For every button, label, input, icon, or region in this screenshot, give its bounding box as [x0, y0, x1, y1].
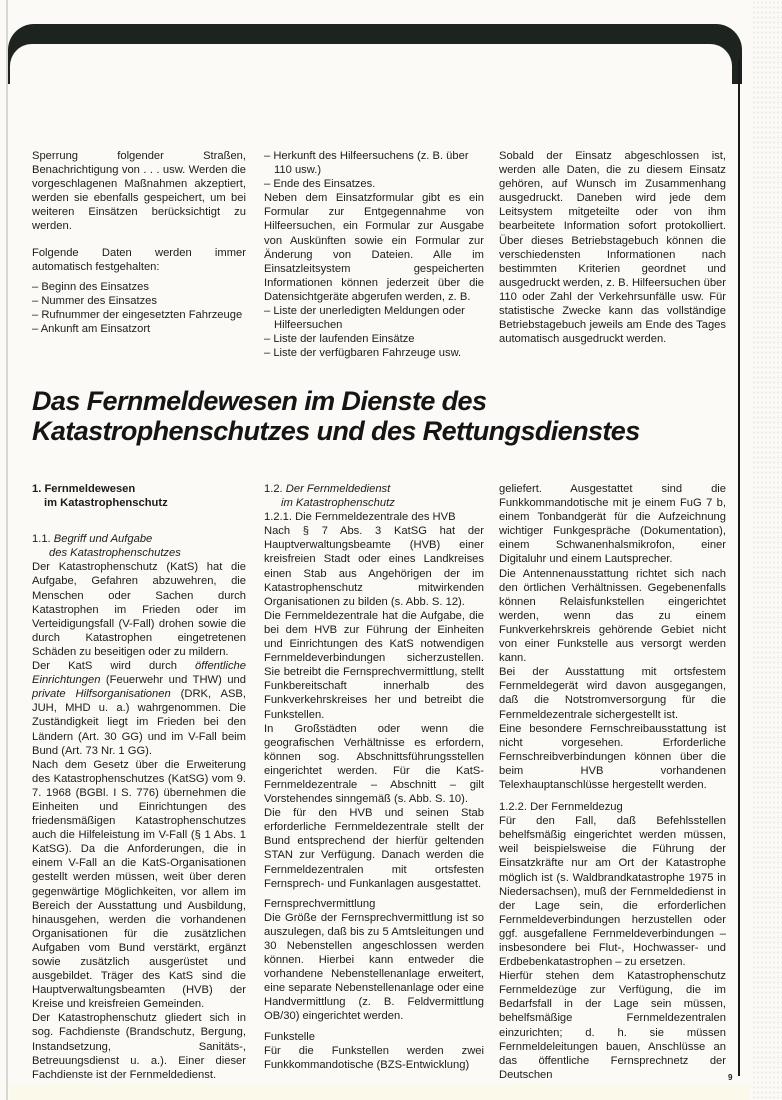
query-list [264, 304, 484, 360]
section-heading-line-2: im Katastrophenschutz [44, 497, 168, 510]
list-item: – Liste der laufenden Einsätze [264, 333, 415, 346]
paragraph: Für den Fall, daß Befehlsstellen behelfsmäßig eingerichtet werden müssen, weil beispielsweise die Führung der Einsatzkräfte nur am Ort der Katastrophe möglich ist (s. Waldbrandkatastrophe 1975 in Niedersachsen), muß der Fernmeldedienst in der Lage sein, die erforderlichen Fernmeldeverbindungen herzustellen oder ggf. ausgefallene Fernmeldeverbindungen – insbesondere bei Flut-, Hochwasser- und Erdbebenkatastrophen – zu ersetzen. [499, 815, 726, 969]
list-item: – Liste der unerledigten Meldungen oder Hilfeersuchen [264, 305, 465, 332]
paragraph: geliefert. Ausgestattet sind die Funkkommandotische mit je einem FuG 7 b, einem Tonbandgerät für die Aufzeichnung wichtiger Funkgespräche (Dokumentation), einem Schwanenhalsmikrofon, einer Digitaluhr und einem Lautsprecher. [499, 483, 726, 566]
run-in-heading: Fernsprechvermittlung [264, 897, 376, 910]
paragraph: Die Fernmeldezentrale hat die Aufgabe, die bei dem HVB zur Führung der Einheiten und Einrichtungen des KatS notwendigen Fernmeldeverbindungen sicherzustellen. Sie betreibt die Fernsprechvermittlung, stellt Funkbereitschaft innerhalb des Funkverkehrskreises her und betreibt die Funkstellen. [264, 609, 484, 721]
paragraph [32, 659, 246, 758]
section-heading [32, 482, 246, 510]
subsection-number: 1.1. [32, 533, 51, 546]
page-number: 9 [728, 1073, 733, 1082]
text-run: Der KatS wird durch [32, 660, 195, 673]
subsubsection-heading: 1.2.2. Der Fernmeldezug [499, 801, 623, 814]
paragraph: Hierfür stehen dem Katastrophenschutz Fernmeldezüge zur Verfügung, die im Bedarfsfall in der Lage sein müssen, behelfsmäßige Fernmeldezentralen einzurichten; d. h. sie müssen Fernmeldeleitungen bauen, Anschlüsse an das öffentliche Fernsprechnetz der Deutschen [499, 970, 726, 1081]
paragraph: Eine besondere Fernschreibausstattung ist nicht vorgesehen. Erforderliche Fernschreibverbindungen können über die beim HVB vorhandenen Telexhauptanschlüsse hergestellt werden. [499, 722, 726, 791]
list-item: – Ende des Einsatzes. [264, 178, 376, 191]
subsection-title-line-1: Begriff und Aufgabe [53, 533, 153, 546]
subsection-heading [264, 482, 484, 510]
paragraph: Neben dem Einsatzformular gibt es ein Formular zur Entgegennahme von Hilfeersuchen, ein Formular zur Ausgabe von Auskünften sowie ein Formular zur Änderung von Dateien. Alle im Einsatzleitsystem gespeicherten Informationen können jederzeit über die Datensichtgeräte abgerufen werden, z. B. [264, 192, 484, 303]
subsection-title-line-2: des Katastrophenschutzes [49, 547, 181, 560]
recorded-data-list [32, 280, 246, 336]
list-item: – Beginn des Einsatzes [32, 280, 149, 293]
page-bottom-tint [10, 1085, 750, 1100]
top-column-3 [499, 149, 726, 346]
subsection-title-line-2: im Katastrophenschutz [281, 497, 395, 510]
subsubsection-heading: 1.2.1. Die Fernmeldezentrale des HVB [264, 511, 456, 524]
paragraph: Der Katastrophenschutz gliedert sich in sog. Fachdienste (Brandschutz, Bergung, Instandsetzung, Sanitäts-, Betreuungsdienst u. a.). Einer dieser Fachdienste ist der Fernmeldedienst. [32, 1012, 246, 1081]
list-item: – Liste der verfügbaren Fahrzeuge usw. [264, 347, 462, 360]
section-heading-line-1: 1. Fernmeldewesen [32, 483, 136, 495]
list-item: – Herkunft des Hilfeersuchens (z. B. über 110 usw.) [264, 150, 469, 177]
paragraph: In Großstädten oder wenn die geografischen Verhältnisse es erfordern, können sog. Abschnittsführungsstellen eingerichtet werden. Für die KatS-Fernmeldezentrale – Abschnitt – gilt Vorstehendes sinngemäß (s. Abb. S. 10). [264, 722, 484, 806]
subsection-title-line-1: Der Fernmeldedienst [285, 483, 391, 495]
page-left-edge [6, 0, 8, 1100]
paragraph: Der Katastrophenschutz (KatS) hat die Aufgabe, Gefahren abzuwehren, die Menschen oder Sachen durch Katastrophen im Frieden oder im Verteidigungsfall (V-Fall) drohen sowie die durch Katastrophen eingetretenen Schäden zu beseitigen oder zu mildern. [32, 561, 246, 658]
list-item: – Rufnummer der eingesetzten Fahrzeuge [32, 308, 243, 321]
paragraph: Für die Funkstellen werden zwei Funkkommandotische (BZS-Entwicklung) [264, 1044, 484, 1071]
article-title-line-2: Katastrophenschutzes und des Rettungsdienstes [32, 416, 640, 446]
text-run-italic: öffentliche Einrichtungen [32, 660, 246, 687]
page-frame-right-rule [738, 60, 740, 1076]
paragraph: Folgende Daten werden immer automatisch festgehalten: [32, 246, 246, 273]
paragraph: Bei der Ausstattung mit ortsfestem Fernmeldegerät wird davon ausgegangen, daß die Notstromversorgung für die Fernmeldezentrale sichergestellt ist. [499, 666, 726, 721]
article-title [32, 386, 732, 446]
subsection-heading [32, 532, 246, 560]
text-run: (DRK, ASB, JUH, MHD u. a.) wahrgenommen. Die Zuständigkeit liegt im Frieden bei den Ländern (Art. 30 GG) und im V-Fall beim Bund (Art. 73 Nr. 1 GG). [32, 688, 246, 757]
top-column-2 [264, 149, 484, 360]
article-title-line-1: Das Fernmeldewesen im Dienste des [32, 386, 487, 416]
paragraph: Nach § 7 Abs. 3 KatSG hat der Hauptverwaltungsbeamte (HVB) einer kreisfreien Stadt oder eines Landkreises einen Stab aus Angehörigen der im Katastrophenschutz mitwirkenden Organisationen zu bilden (s. Abb. S. 12). [264, 525, 484, 608]
run-in-heading: Funkstelle [264, 1030, 315, 1043]
text-run-italic: private Hilfsorganisationen [32, 688, 171, 701]
paragraph: Sobald der Einsatz abgeschlossen ist, werden alle Daten, die zu diesem Einsatz gehören, auf Wunsch im Zusammenhang ausgedruckt. Daneben wird jede dem Leitsystem mitgeteilte oder von ihm bearbeitete Information sofort protokolliert. Über dieses Betriebstagebuch können die verschiedensten Informationen nach bestimmten Kriterien geordnet und ausgedruckt werden, z. B. Hilfeersuchen über 110 oder Zahl der Verkehrsunfälle usw. Für statistische Zwecke kann das vollständige Betriebstagebuch jeweils am Ende des Tages automatisch ausgedruckt werden. [499, 150, 726, 346]
list-item: – Nummer des Einsatzes [32, 294, 157, 307]
top-column-1 [32, 149, 246, 336]
article-column-1 [32, 482, 246, 1082]
article-column-3 [499, 482, 726, 1082]
subsection-number: 1.2. [264, 483, 283, 495]
text-run: (Feuerwehr und THW) und [100, 674, 246, 687]
paragraph: Sperrung folgender Straßen, Benachrichtigung von . . . usw. Werden die vorgeschlagenen Maßnahmen akzeptiert, werden sie ebenfalls gespeichert, um bei weiteren Einsätzen berücksichtigt zu werden. [32, 150, 246, 233]
paragraph: Die Größe der Fernsprechvermittlung ist so auszulegen, daß bis zu 5 Amtsleitungen und 30 Nebenstellen angeschlossen werden können. Hierbei kann entweder die vorhandene Nebenstellenanlage erweitert, eine separate Nebenstellenanlage oder eine Handvermittlung (z. B. Feldvermittlung OB/30) eingerichtet werden. [264, 911, 484, 1023]
paragraph: Nach dem Gesetz über die Erweiterung des Katastrophenschutzes (KatSG) vom 9. 7. 1968 (BGBl. I S. 776) übernehmen die Einheiten und Einrichtungen des friedensmäßigen Katastrophenschutzes auch die Hilfeleistung im V-Fall (§ 1 Abs. 1 KatSG). Da die Anforderungen, die in einem V-Fall an die KatS-Organisationen gestellt werden müssen, weit über deren gegenwärtige Möglichkeiten, vor allem im Bereich der Ausstattung und Ausbildung, hinausgehen, werden die vorhandenen Organisationen für die zusätzlichen Aufgaben vom Bund verstärkt, ergänzt sowie zusätzlich ausgerüstet und ausgebildet. Träger des KatS sind die Hauptverwaltungsbeamten (HVB) der Kreise und kreisfreien Gemeinden. [32, 758, 246, 1011]
paragraph: Die Antennenausstattung richtet sich nach den örtlichen Verhältnissen. Gegebenenfalls können Relaisfunkstellen eingerichtet werden, wenn das zu einem Funkverkehrskreis gehörende Gebiet nicht von einer Funkstelle aus versorgt werden kann. [499, 567, 726, 665]
recorded-data-list-cont [264, 149, 484, 191]
paragraph: Die für den HVB und seinen Stab erforderliche Fernmeldezentrale stellt der Bund entsprechend der hierfür geltenden STAN zur Verfügung. Danach werden die Fernmeldezentralen mit ortsfesten Fernsprech- und Funkanlagen ausgestattet. [264, 807, 484, 890]
page-frame-inner [10, 44, 732, 104]
adjacent-page-edge [752, 0, 782, 1100]
article-column-2 [264, 482, 484, 1072]
list-item: – Ankunft am Einsatzort [32, 323, 151, 336]
